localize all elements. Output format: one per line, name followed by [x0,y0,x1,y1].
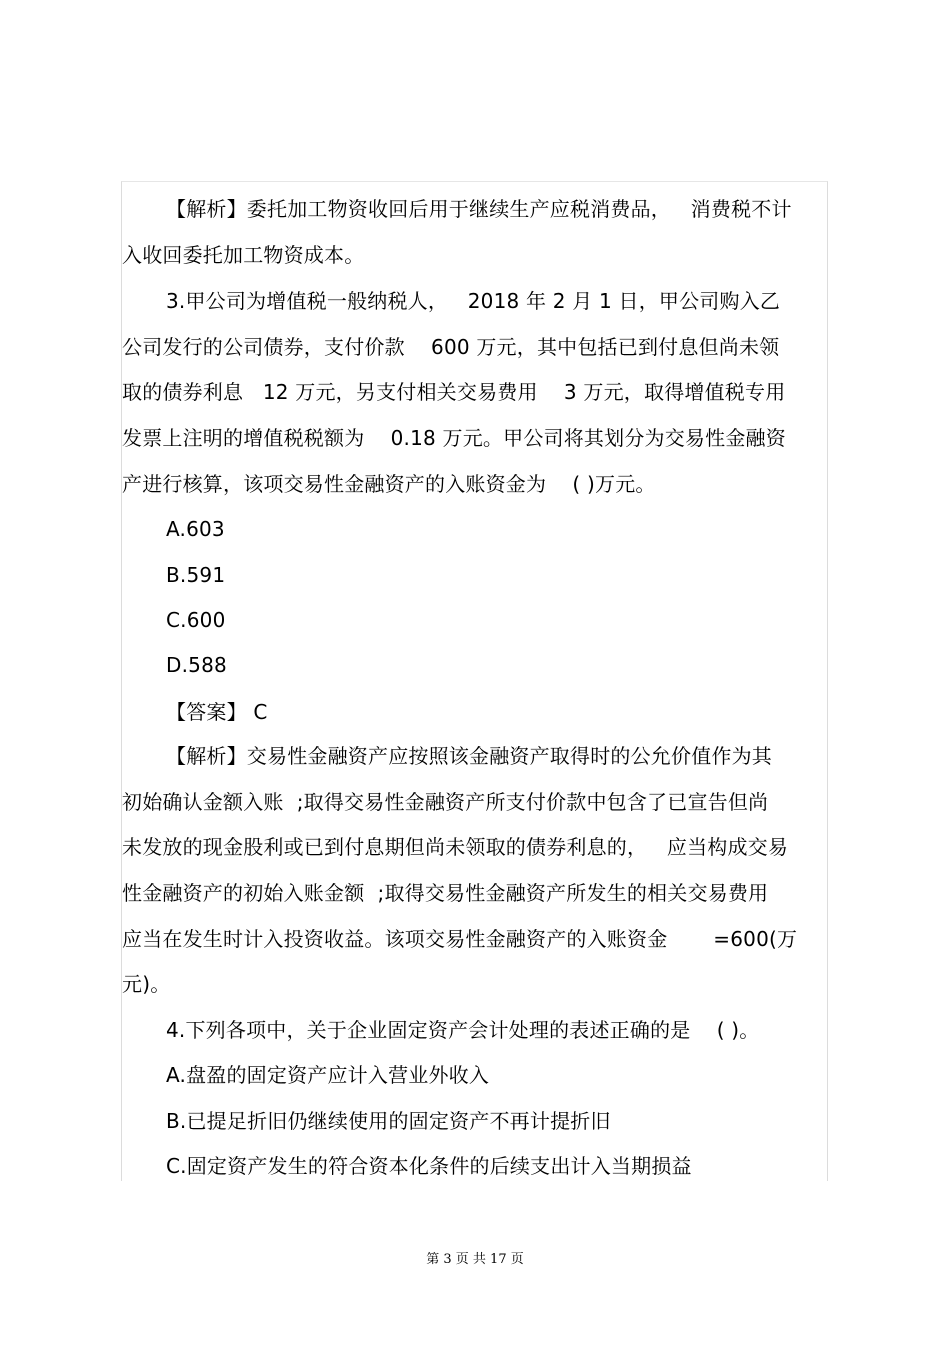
question-3-line-2: 公司发行的公司债券，支付价款 600 万元，其中包括已到付息但尚未领 [122,335,780,359]
page-number: 第 3 页 共 17 页 [426,1252,524,1267]
question-3-option-b: B.591 [166,563,226,587]
analysis-3-line-2: 初始确认金额入账 ;取得交易性金融资产所支付价款中包含了已宣告但尚 [122,790,769,814]
question-4-option-a: A.盘盈的固定资产应计入营业外收入 [166,1063,490,1087]
question-3-line-1: 3.甲公司为增值税一般纳税人， 2018 年 2 月 1 日，甲公司购入乙 [166,289,781,313]
question-3-option-c: C.600 [166,608,226,632]
question-3-line-4: 发票上注明的增值税税额为 0.18 万元。甲公司将其划分为交易性金融资 [122,426,786,450]
question-3-line-3: 取的债券利息 12 万元，另支付相关交易费用 3 万元，取得增值税专用 [122,380,786,404]
analysis-3-line-3: 未发放的现金股利或已到付息期但尚未领取的债券利息的， 应当构成交易 [122,835,789,859]
question-4-stem: 4.下列各项中，关于企业固定资产会计处理的表述正确的是 ( )。 [166,1018,760,1042]
question-4-option-b: B.已提足折旧仍继续使用的固定资产不再计提折旧 [166,1109,611,1133]
analysis-3-line-5: 应当在发生时计入投资收益。该项交易性金融资产的入账资金 =600(万 [122,927,798,951]
question-3-answer: 【答案】 C [166,700,268,724]
question-3-option-d: D.588 [166,653,227,677]
analysis-3-line-1: 【解析】交易性金融资产应按照该金融资产取得时的公允价值作为其 [166,744,772,768]
analysis-1-line-2: 入收回委托加工物资成本。 [122,243,365,267]
analysis-3-line-6: 元)。 [122,972,171,996]
question-4-option-c: C.固定资产发生的符合资本化条件的后续支出计入当期损益 [166,1154,692,1178]
question-3-option-a: A.603 [166,517,225,541]
question-3-line-5: 产进行核算，该项交易性金融资产的入账资金为 ( )万元。 [122,472,656,496]
analysis-3-line-4: 性金融资产的初始入账金额 ;取得交易性金融资产所发生的相关交易费用 [122,881,769,905]
analysis-1-line-1: 【解析】委托加工物资收回后用于继续生产应税消费品， 消费税不计 [166,197,792,221]
